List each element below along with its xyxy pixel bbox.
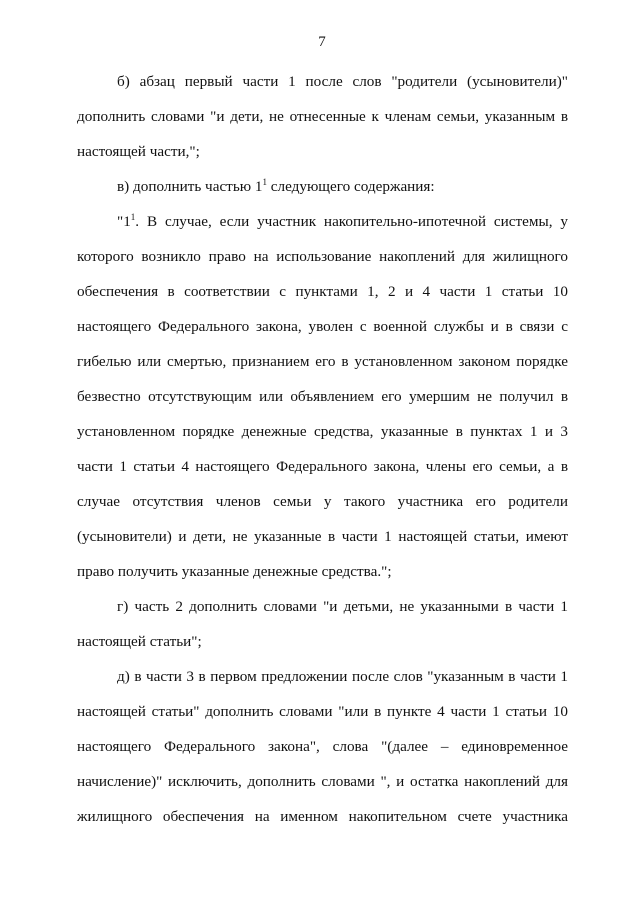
- para-d-line-3: настоящего Федерального закона", слова "(далее – единовременное: [77, 738, 568, 755]
- para-d-line-4: начисление)" исключить, дополнить словами ", и остатка накоплений для: [77, 773, 568, 790]
- quote-line-11: право получить указанные денежные средства.";: [77, 563, 392, 580]
- quote-line-9: случае отсутствия членов семьи у такого участника его родители: [77, 493, 568, 510]
- quote-text-b: . В случае, если участник накопительно-ипотечной системы, у: [135, 213, 568, 230]
- quote-line-7: установленном порядке денежные средства, указанные в пунктах 1 и 3: [77, 423, 568, 440]
- para-b-line-1: б) абзац первый части 1 после слов "родители (усыновители)": [117, 73, 568, 90]
- para-d-line-1: д) в части 3 в первом предложении после слов "указанным в части 1: [117, 668, 568, 685]
- quote-line-3: обеспечения в соответствии с пунктами 1, 2 и 4 части 1 статьи 10: [77, 283, 568, 300]
- para-b-line-3: настоящей части,";: [77, 143, 200, 160]
- page-number: 7: [318, 34, 326, 50]
- quote-text-a: "1: [117, 213, 131, 230]
- para-d-line-5: жилищного обеспечения на именном накопительном счете участника: [77, 808, 568, 825]
- para-v-text-b: следующего содержания:: [266, 178, 435, 195]
- quote-line-5: гибелью или смертью, признанием его в установленном законом порядке: [77, 353, 568, 370]
- quote-line-1: [117, 212, 568, 232]
- para-v-line-1: [117, 177, 568, 197]
- para-g-line-2: настоящей статьи";: [77, 633, 202, 650]
- para-v-superscript: 1: [262, 177, 267, 187]
- quote-line-2: которого возникло право на использование накоплений для жилищного: [77, 248, 568, 265]
- quote-line-8: части 1 статьи 4 настоящего Федерального закона, члены его семьи, а в: [77, 458, 568, 475]
- para-v-text-a: в) дополнить частью 1: [117, 178, 263, 195]
- quote-line-6: безвестно отсутствующим или объявлением его умершим не получил в: [77, 388, 568, 405]
- quote-line-10: (усыновители) и дети, не указанные в части 1 настоящей статьи, имеют: [77, 528, 568, 545]
- para-g-line-1: г) часть 2 дополнить словами "и детьми, не указанными в части 1: [117, 598, 568, 615]
- quote-line-4: настоящего Федерального закона, уволен с военной службы и в связи с: [77, 318, 568, 335]
- para-d-line-2: настоящей статьи" дополнить словами "или в пункте 4 части 1 статьи 10: [77, 703, 568, 720]
- para-b-line-2: дополнить словами "и дети, не отнесенные к членам семьи, указанным в: [77, 108, 568, 125]
- quote-superscript: 1: [130, 212, 136, 222]
